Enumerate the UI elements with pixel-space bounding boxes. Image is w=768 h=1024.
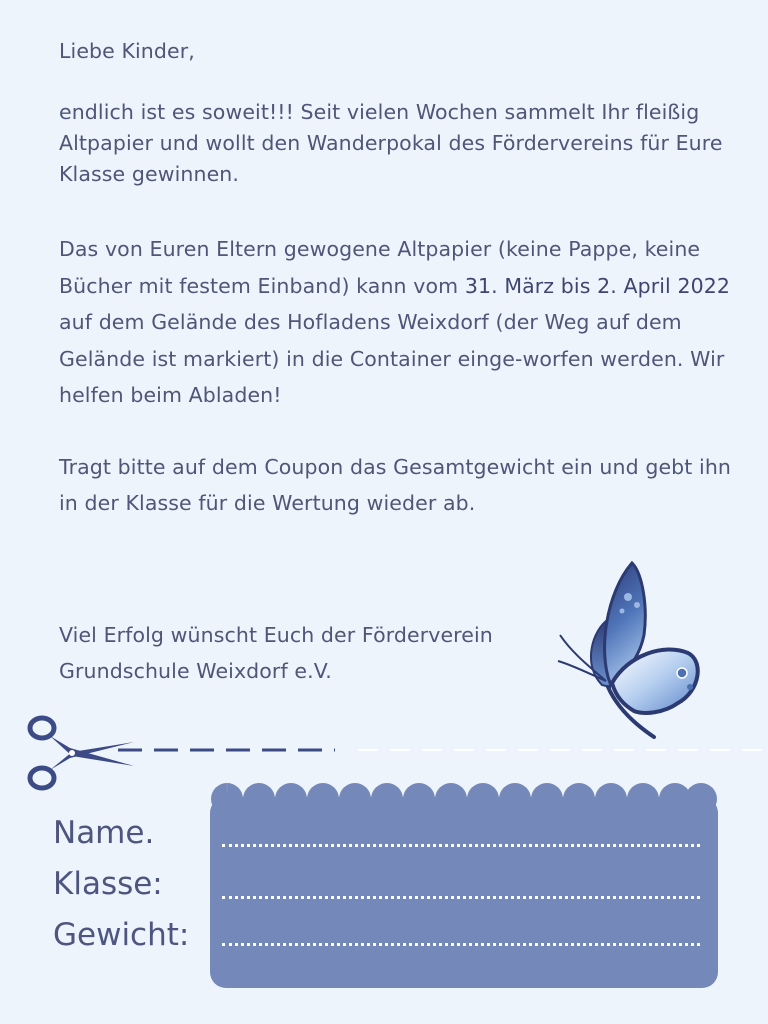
cut-line [0,735,768,765]
signoff-line-1: Viel Erfolg wünscht Euch der Förderverein [59,623,493,647]
weight-label: Gewicht: [53,917,190,953]
collection-dates: 31. März bis 2. April 2022 [464,273,731,298]
butterfly-icon [550,555,710,745]
signoff-line-2: Grundschule Weixdorf e.V. [59,659,332,683]
intro-paragraph: endlich ist es soweit!!! Seit vielen Wochen sammelt Ihr fleißig Altpapier und wollt den Wanderpokal des Fördervereins für Eure Klasse gewinnen. [59,100,723,186]
instructions-text-start: Das von Euren Eltern gewogene Altpapier (keine Pappe, keine Bücher mit festem Einband) kann vom [59,237,701,298]
coupon-box [210,783,720,990]
weight-input-line[interactable] [222,943,700,946]
class-label: Klasse: [53,866,163,902]
greeting: Liebe Kinder, [59,39,195,63]
signoff [59,617,493,689]
class-input-line[interactable] [222,896,700,899]
instructions-text-end: auf dem Gelände des Hofladens Weixdorf (der Weg auf dem Gelände ist markiert) in die Container einge-worfen werden. Wir helfen beim Abladen! [59,310,725,407]
name-input-line[interactable] [222,844,700,847]
coupon-paragraph: Tragt bitte auf dem Coupon das Gesamtgewicht ein und gebt ihn in der Klasse für die Wertung wieder ab. [59,455,732,515]
instructions-paragraph [59,231,739,414]
name-label: Name. [53,815,155,851]
